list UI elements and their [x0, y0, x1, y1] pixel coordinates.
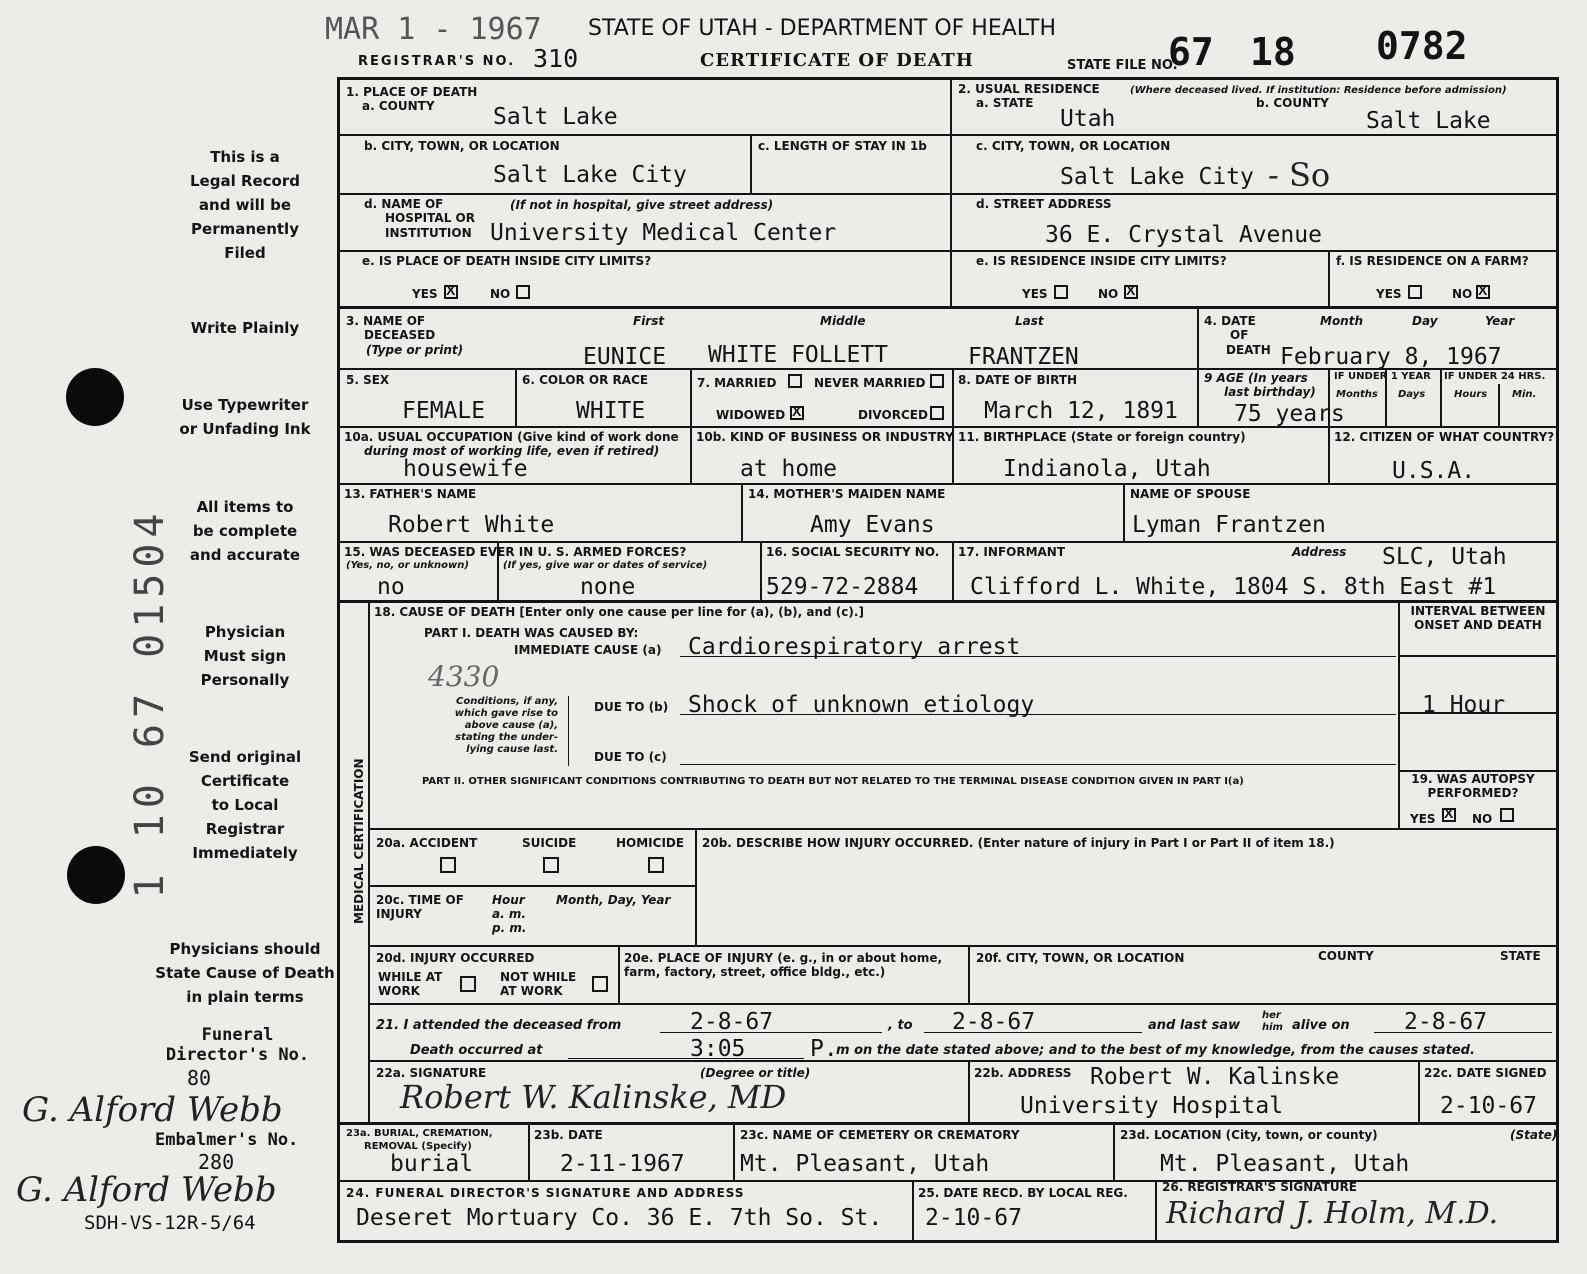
- age-label-a: 9 AGE (In years: [1204, 371, 1308, 385]
- punch-hole-top: [66, 368, 124, 426]
- state-title: STATE OF UTAH - DEPARTMENT OF HEALTH: [588, 16, 1056, 41]
- hours-label: Hours: [1454, 389, 1488, 400]
- part-1-label: PART I. DEATH WAS CAUSED BY:: [424, 626, 639, 640]
- autopsy-no-checkbox[interactable]: [1500, 808, 1514, 822]
- month-day-year-label: Month, Day, Year: [556, 893, 671, 907]
- time-of-death[interactable]: 3:05: [690, 1036, 746, 1062]
- death-city[interactable]: Salt Lake City: [493, 162, 687, 188]
- sidebar-write: Write Plainly: [190, 319, 300, 337]
- farm-no-checkbox[interactable]: [1476, 282, 1490, 299]
- registrar-signature: Richard J. Holm, M.D.: [1166, 1196, 1499, 1231]
- autopsy-yes-label: YES: [1410, 812, 1436, 826]
- informant-label: 17. INFORMANT: [958, 545, 1066, 559]
- death-inside-limits-label: e. IS PLACE OF DEATH INSIDE CITY LIMITS?: [362, 254, 652, 268]
- conditions-note: Conditions, if any, which gave rise to above cause (a), stating the under- lying cause last.: [454, 696, 558, 755]
- punch-hole-bottom: [67, 846, 125, 904]
- embalmer-signature: G. Alford Webb: [16, 1170, 277, 1210]
- injury-occurred-label: 20d. INJURY OCCURRED: [376, 951, 535, 965]
- burial-label-a: 23a. BURIAL, CREMATION,: [346, 1128, 493, 1139]
- occupation[interactable]: housewife: [403, 456, 528, 482]
- death-inside-no-checkbox[interactable]: [516, 285, 530, 299]
- place-of-injury-label: 20e. PLACE OF INJURY (e. g., in or about home, farm, factory, street, office bldg., etc.): [624, 951, 943, 979]
- burial-state-label: (State): [1510, 1128, 1558, 1142]
- suicide-checkbox[interactable]: [543, 857, 559, 873]
- sidebar-legal: This is a Legal Record and will be Permanently Filed: [189, 148, 300, 262]
- accident-checkbox[interactable]: [440, 857, 456, 873]
- death-city-label: b. CITY, TOWN, OR LOCATION: [364, 139, 560, 153]
- burial-date[interactable]: 2-11-1967: [560, 1151, 685, 1177]
- state-file-number: 0782: [1376, 24, 1468, 68]
- sidebar-physician: Physician Must sign Personally: [200, 623, 290, 689]
- farm-yes-checkbox[interactable]: [1408, 285, 1422, 299]
- immediate-cause-label: IMMEDIATE CAUSE (a): [514, 643, 662, 657]
- residence-county[interactable]: Salt Lake: [1366, 108, 1491, 134]
- state-file-label: STATE FILE NO.: [1067, 58, 1178, 73]
- first-label: First: [633, 314, 665, 328]
- residence-state[interactable]: Utah: [1060, 106, 1116, 132]
- ssn[interactable]: 529-72-2884: [766, 574, 919, 600]
- physician-signature: Robert W. Kalinske, MD: [400, 1078, 787, 1116]
- physician-address-label: 22b. ADDRESS: [974, 1066, 1072, 1080]
- not-while-at-work-label: NOT WHILE AT WORK: [500, 970, 577, 998]
- physician-address[interactable]: University Hospital: [1020, 1093, 1284, 1119]
- her-him-label: her him: [1262, 1010, 1283, 1033]
- residence-city-handwritten: - So: [1268, 156, 1331, 194]
- date-of-death-label-a: 4. DATE: [1204, 314, 1256, 328]
- divorced-label: DIVORCED: [858, 408, 928, 422]
- homicide-label: HOMICIDE: [616, 836, 685, 850]
- sidebar-state-cause: Physicians should State Cause of Death in plain terms: [155, 940, 335, 1006]
- attended-to-label: , to: [888, 1018, 913, 1033]
- funeral-director[interactable]: Deseret Mortuary Co. 36 E. 7th So. St.: [356, 1205, 883, 1231]
- date-stamp: MAR 1 - 1967: [325, 12, 542, 47]
- first-name[interactable]: EUNICE: [583, 344, 667, 370]
- residence-state-label: a. STATE: [976, 96, 1034, 110]
- armed-forces-label: 15. WAS DECEASED EVER IN U. S. ARMED FORCES?: [344, 545, 687, 559]
- name-label-c: (Type or print): [366, 343, 464, 357]
- state-file-year: 67: [1168, 30, 1214, 74]
- months-label: Months: [1336, 389, 1378, 400]
- under-1-year-label: IF UNDER 1 YEAR: [1334, 371, 1431, 382]
- attended-to[interactable]: 2-8-67: [952, 1009, 1036, 1035]
- minutes-label: Min.: [1512, 389, 1537, 400]
- vertical-number: 1 10 67 01504: [127, 507, 173, 899]
- death-occurred-tail: m on the date stated above; and to the best of my knowledge, from the causes stated.: [836, 1043, 1475, 1058]
- medical-certification-label: MEDICAL CERTIFICATION: [352, 758, 366, 924]
- last-name[interactable]: FRANTZEN: [968, 344, 1079, 370]
- residence-note: (Where deceased lived. If institution: Residence before admission): [1130, 85, 1507, 96]
- autopsy-no-label: NO: [1472, 812, 1493, 826]
- doc-title: CERTIFICATE OF DEATH: [700, 50, 974, 71]
- degree-label: (Degree or title): [700, 1066, 811, 1080]
- cemetery[interactable]: Mt. Pleasant, Utah: [740, 1151, 990, 1177]
- interval[interactable]: 1 Hour: [1422, 692, 1506, 718]
- informant-city[interactable]: SLC, Utah: [1382, 544, 1507, 570]
- death-county-label: a. COUNTY: [362, 99, 435, 113]
- mother-name[interactable]: Amy Evans: [810, 512, 935, 538]
- residence-county-label: b. COUNTY: [1256, 96, 1329, 110]
- age[interactable]: 75 years: [1234, 401, 1345, 427]
- divorced-checkbox[interactable]: [930, 406, 944, 420]
- father-label: 13. FATHER'S NAME: [344, 487, 477, 501]
- hospital-label-a: d. NAME OF: [364, 197, 444, 211]
- business[interactable]: at home: [740, 456, 837, 482]
- pm-mark[interactable]: P.: [810, 1036, 838, 1062]
- attended-label: 21. I attended the deceased from: [376, 1018, 622, 1033]
- last-saw-label: and last saw: [1148, 1018, 1241, 1033]
- birthplace[interactable]: Indianola, Utah: [1003, 456, 1211, 482]
- race[interactable]: WHITE: [576, 398, 646, 424]
- embalmer-label: Embalmer's No.: [155, 1130, 299, 1150]
- armed-service[interactable]: none: [580, 574, 636, 600]
- cause-of-death-label: 18. CAUSE OF DEATH [Enter only one cause per line for (a), (b), and (c).]: [374, 605, 864, 619]
- date-received-label: 25. DATE RECD. BY LOCAL REG.: [918, 1186, 1128, 1200]
- citizen-label: 12. CITIZEN OF WHAT COUNTRY?: [1334, 430, 1555, 444]
- interval-label: INTERVAL BETWEEN ONSET AND DEATH: [1410, 604, 1546, 632]
- registrar-signature-label: 26. REGISTRAR'S SIGNATURE: [1162, 1180, 1357, 1194]
- form-code: SDH-VS-12R-5/64: [84, 1212, 256, 1234]
- widowed-checkbox[interactable]: [790, 403, 804, 420]
- farm-label: f. IS RESIDENCE ON A FARM?: [1336, 254, 1529, 268]
- burial-label-b: REMOVAL (Specify): [364, 1141, 472, 1152]
- informant-address-label: Address: [1292, 545, 1347, 559]
- date-received[interactable]: 2-10-67: [925, 1205, 1022, 1231]
- suicide-label: SUICIDE: [522, 836, 577, 850]
- hospital-label-b: HOSPITAL OR: [385, 211, 475, 225]
- registrar-no-label: REGISTRAR'S NO.: [358, 54, 516, 69]
- farm-no-label: NO: [1452, 287, 1473, 301]
- embalmer-no: 280: [198, 1150, 235, 1174]
- married-label: 7. MARRIED: [697, 376, 777, 390]
- residence-label: 2. USUAL RESIDENCE: [958, 82, 1100, 96]
- age-label-b: last birthday): [1224, 385, 1316, 399]
- burial-location-label: 23d. LOCATION (City, town, or county): [1120, 1128, 1378, 1142]
- injury-city-label: 20f. CITY, TOWN, OR LOCATION: [976, 951, 1185, 965]
- state-file-district: 18: [1250, 30, 1296, 74]
- burial-method[interactable]: burial: [390, 1151, 474, 1177]
- citizen[interactable]: U.S.A.: [1392, 458, 1476, 484]
- residence-city-label: c. CITY, TOWN, OR LOCATION: [976, 139, 1171, 153]
- hospital-name[interactable]: University Medical Center: [490, 220, 837, 246]
- sex[interactable]: FEMALE: [402, 398, 486, 424]
- residence-inside-yes-label: YES: [1022, 287, 1048, 301]
- informant[interactable]: Clifford L. White, 1804 S. 8th East #1: [970, 574, 1497, 600]
- residence-street[interactable]: 36 E. Crystal Avenue: [1045, 222, 1322, 248]
- days-label: Days: [1398, 389, 1426, 400]
- dob-label: 8. DATE OF BIRTH: [958, 373, 1078, 387]
- hour-label: Hour a. m. p. m.: [492, 893, 527, 935]
- checkmark-x: X: [1444, 805, 1454, 821]
- burial-date-label: 23b. DATE: [534, 1128, 603, 1142]
- residence-inside-yes-checkbox[interactable]: [1054, 285, 1068, 299]
- alive-on[interactable]: 2-8-67: [1404, 1009, 1488, 1035]
- physician-signature-label: 22a. SIGNATURE: [376, 1066, 487, 1080]
- attended-from[interactable]: 2-8-67: [690, 1009, 774, 1035]
- due-to-b[interactable]: Shock of unknown etiology: [688, 692, 1035, 718]
- occupation-label: 10a. USUAL OCCUPATION (Give kind of work done: [344, 430, 679, 444]
- death-occurred-label: Death occurred at: [410, 1043, 543, 1058]
- sidebar-complete: All items to be complete and accurate: [189, 498, 301, 564]
- registrar-no: 310: [533, 44, 579, 73]
- while-at-work-label: WHILE AT WORK: [378, 970, 443, 998]
- alive-on-label: alive on: [1292, 1018, 1350, 1033]
- cemetery-label: 23c. NAME OF CEMETERY OR CREMATORY: [740, 1128, 1020, 1142]
- residence-city[interactable]: Salt Lake City: [1060, 164, 1254, 190]
- death-inside-yes-label: YES: [412, 287, 438, 301]
- occupation-label-b: during most of working life, even if retired): [364, 444, 660, 458]
- date-of-death[interactable]: February 8, 1967: [1280, 344, 1502, 370]
- race-label: 6. COLOR OR RACE: [522, 373, 649, 387]
- father-name[interactable]: Robert White: [388, 512, 555, 538]
- date-of-birth[interactable]: March 12, 1891: [984, 398, 1178, 424]
- hospital-note: (If not in hospital, give street address): [510, 198, 774, 212]
- middle-name[interactable]: WHITE FOLLETT: [708, 342, 889, 368]
- not-while-at-work-checkbox[interactable]: [592, 976, 608, 992]
- name-label-b: DECEASED: [364, 328, 436, 342]
- injury-description-label: 20b. DESCRIBE HOW INJURY OCCURRED. (Enter nature of injury in Part I or Part II of item 18.): [702, 836, 1335, 850]
- funeral-director-no: 80: [187, 1066, 212, 1090]
- year-label: Year: [1485, 314, 1515, 328]
- married-checkbox[interactable]: [788, 374, 802, 388]
- birthplace-label: 11. BIRTHPLACE (State or foreign country): [958, 430, 1246, 444]
- due-to-c-label: DUE TO (c): [594, 750, 667, 764]
- armed-note-a: (Yes, no, or unknown): [346, 560, 469, 571]
- autopsy-yes-checkbox[interactable]: [1442, 805, 1456, 822]
- mother-label: 14. MOTHER'S MAIDEN NAME: [748, 487, 946, 501]
- time-of-injury-label: 20c. TIME OF INJURY: [376, 893, 464, 921]
- armed-forces[interactable]: no: [377, 574, 405, 600]
- death-inside-yes-checkbox[interactable]: [444, 282, 458, 299]
- name-label-a: 3. NAME OF: [346, 314, 426, 328]
- sidebar-typewriter: Use Typewriter or Unfading Ink: [179, 396, 311, 438]
- residence-inside-no-checkbox[interactable]: [1124, 282, 1138, 299]
- funeral-director-signature: G. Alford Webb: [22, 1090, 283, 1130]
- residence-inside-limits-label: e. IS RESIDENCE INSIDE CITY LIMITS?: [976, 254, 1227, 268]
- date-of-death-label-b: OF: [1230, 328, 1249, 342]
- checkmark-x: X: [1478, 282, 1488, 298]
- due-to-b-label: DUE TO (b): [594, 700, 669, 714]
- spouse-label: NAME OF SPOUSE: [1130, 487, 1251, 501]
- date-signed-label: 22c. DATE SIGNED: [1424, 1066, 1547, 1080]
- cause-code-handwritten: 4330: [428, 660, 500, 693]
- injury-state-label: STATE: [1500, 949, 1541, 963]
- last-label: Last: [1015, 314, 1044, 328]
- checkmark-x: X: [1126, 282, 1136, 298]
- month-label: Month: [1320, 314, 1364, 328]
- sex-label: 5. SEX: [346, 373, 390, 387]
- date-signed[interactable]: 2-10-67: [1440, 1093, 1537, 1119]
- widowed-label: WIDOWED: [716, 408, 786, 422]
- part-2-label: PART II. OTHER SIGNIFICANT CONDITIONS CONTRIBUTING TO DEATH BUT NOT RELATED TO THE TERMINAL DISEASE CONDITION GIVEN IN PART I(a): [422, 776, 1244, 787]
- while-at-work-checkbox[interactable]: [460, 976, 476, 992]
- spouse-name[interactable]: Lyman Frantzen: [1132, 512, 1326, 538]
- residence-inside-no-label: NO: [1098, 287, 1119, 301]
- never-married-checkbox[interactable]: [930, 374, 944, 388]
- middle-label: Middle: [820, 314, 866, 328]
- armed-note-b: (If yes, give war or dates of service): [503, 560, 708, 571]
- funeral-director-signature-label: 24. FUNERAL DIRECTOR'S SIGNATURE AND ADDRESS: [346, 1186, 745, 1200]
- checkmark-x: X: [446, 282, 456, 298]
- hospital-label-c: INSTITUTION: [385, 226, 472, 240]
- date-of-death-label-c: DEATH: [1226, 343, 1271, 357]
- checkmark-x: X: [792, 403, 802, 419]
- accident-label: 20a. ACCIDENT: [376, 836, 478, 850]
- length-of-stay-label: c. LENGTH OF STAY IN 1b: [758, 139, 927, 153]
- injury-county-label: COUNTY: [1318, 949, 1374, 963]
- ssn-label: 16. SOCIAL SECURITY NO.: [766, 545, 940, 559]
- never-married-label: NEVER MARRIED: [814, 376, 926, 390]
- physician-name[interactable]: Robert W. Kalinske: [1090, 1064, 1340, 1090]
- death-inside-no-label: NO: [490, 287, 511, 301]
- residence-street-label: d. STREET ADDRESS: [976, 197, 1112, 211]
- business-label: 10b. KIND OF BUSINESS OR INDUSTRY: [696, 430, 954, 444]
- day-label: Day: [1412, 314, 1438, 328]
- funeral-director-label: Funeral Director's No.: [165, 1025, 310, 1065]
- homicide-checkbox[interactable]: [648, 857, 664, 873]
- burial-location[interactable]: Mt. Pleasant, Utah: [1160, 1151, 1410, 1177]
- autopsy-label: 19. WAS AUTOPSY PERFORMED?: [1411, 772, 1535, 800]
- farm-yes-label: YES: [1376, 287, 1402, 301]
- death-county[interactable]: Salt Lake: [493, 104, 618, 130]
- sidebar-send: Send original Certificate to Local Registrar Immediately: [188, 748, 302, 862]
- place-of-death-label: 1. PLACE OF DEATH: [346, 85, 478, 99]
- under-24-hours-label: IF UNDER 24 HRS.: [1444, 371, 1546, 382]
- immediate-cause[interactable]: Cardiorespiratory arrest: [688, 634, 1021, 660]
